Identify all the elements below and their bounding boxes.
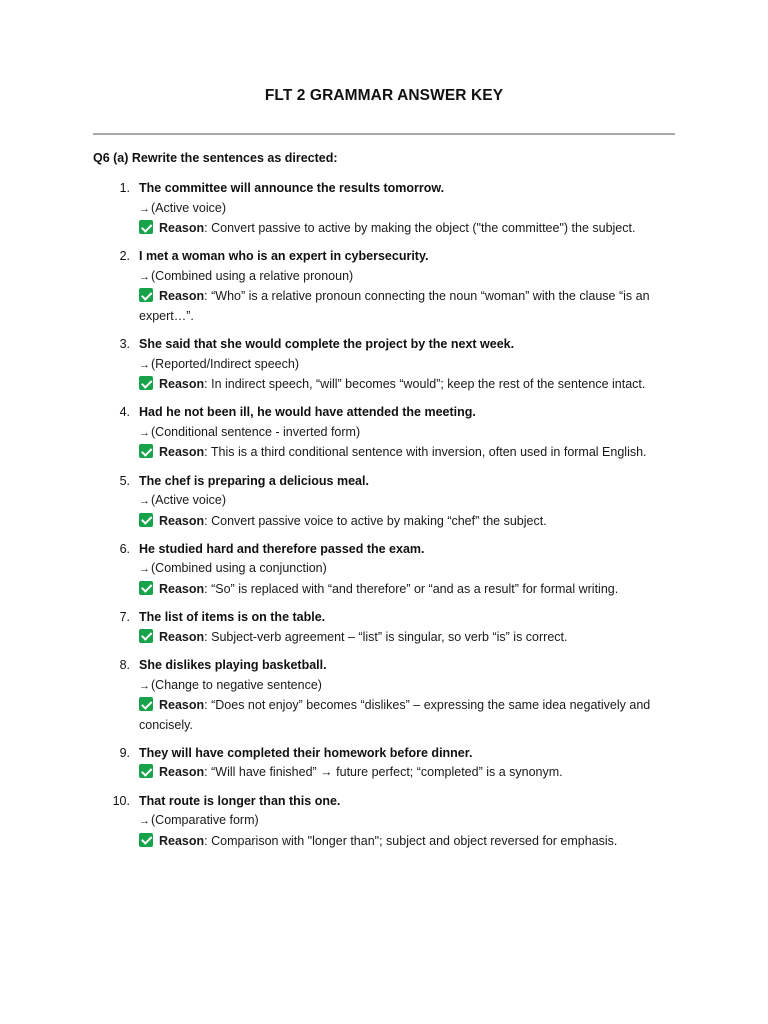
answer-sentence: Had he not been ill, he would have attended the meeting. (139, 405, 476, 420)
green-check-box-icon (139, 581, 153, 595)
answer-number: 6. (119, 541, 130, 556)
page-title: FLT 2 GRAMMAR ANSWER KEY (264, 87, 504, 104)
transformation-note-text: (Conditional sentence - inverted form) (151, 424, 361, 439)
reason-line (139, 512, 669, 532)
transformation-note (139, 199, 768, 220)
reason-line (139, 832, 669, 852)
transformation-note (139, 355, 768, 376)
arrow-right-icon: → (139, 202, 150, 215)
reason-line (139, 628, 669, 648)
reason-text: : This is a third conditional sentence with inversion, often used in formal English. (204, 445, 647, 460)
reason-text: : “Who” is a relative pronoun connecting the noun “woman” with the clause “is an expert…”. (139, 289, 650, 323)
green-check-box-icon (139, 629, 153, 643)
reason-label: Reason (159, 377, 205, 392)
answer-item (0, 247, 768, 326)
reason-label: Reason (159, 698, 205, 713)
answer-sentence: The list of items is on the table. (139, 610, 326, 625)
answer-sentence: That route is longer than this one. (139, 793, 341, 808)
question-heading: Q6 (a) Rewrite the sentences as directed: (93, 151, 338, 165)
green-check-box-icon (139, 444, 153, 458)
answer-number: 5. (119, 473, 130, 488)
reason-label: Reason (159, 833, 205, 848)
transformation-note (139, 491, 768, 512)
answer-sentence: They will have completed their homework before dinner. (139, 745, 473, 760)
answer-number: 4. (119, 405, 130, 420)
reason-text: : Convert passive voice to active by making “chef” the subject. (204, 513, 547, 528)
transformation-note-text: (Comparative form) (151, 813, 259, 828)
reason-text: : In indirect speech, “will” becomes “would”; keep the rest of the sentence intact. (204, 377, 646, 392)
transformation-note (139, 423, 768, 444)
title-divider (93, 133, 675, 135)
transformation-note-text: (Active voice) (151, 493, 227, 508)
reason-text: : “So” is replaced with “and therefore” or “and as a result” for formal writing. (204, 581, 619, 596)
answer-sentence: She said that she would complete the project by the next week. (139, 337, 515, 352)
arrow-right-icon: → (139, 270, 150, 283)
reason-label: Reason (159, 629, 205, 644)
answer-item (0, 179, 768, 239)
reason-label: Reason (159, 445, 205, 460)
reason-label: Reason (159, 221, 205, 235)
reason-line (139, 763, 669, 783)
answer-item (0, 540, 768, 600)
arrow-right-icon: → (139, 679, 150, 692)
answer-number: 1. (119, 181, 130, 195)
reason-line (139, 443, 669, 463)
answer-number: 2. (119, 249, 130, 264)
reason-line (139, 375, 669, 395)
answer-item (0, 744, 768, 783)
answer-number: 8. (119, 658, 130, 673)
green-check-box-icon (139, 376, 153, 390)
reason-text: : “Does not enjoy” becomes “dislikes” – expressing the same idea negatively and concisely. (139, 698, 651, 732)
transformation-note-text: (Combined using a conjunction) (151, 561, 327, 576)
reason-label: Reason (159, 289, 205, 304)
arrow-right-icon: → (139, 426, 150, 439)
transformation-note (139, 676, 768, 697)
green-check-box-icon (139, 288, 153, 302)
reason-line (139, 219, 669, 239)
reason-text: : Convert passive to active by making the object ("the committee") the subject. (204, 221, 636, 235)
transformation-note (139, 811, 768, 832)
answer-number: 9. (119, 745, 130, 760)
arrow-right-icon: → (139, 358, 150, 371)
arrow-right-icon: → (139, 815, 150, 828)
answer-item (0, 472, 768, 532)
answer-item (0, 608, 768, 647)
reason-label: Reason (159, 765, 205, 780)
transformation-note (139, 267, 768, 288)
green-check-box-icon (139, 513, 153, 527)
answer-list (0, 179, 768, 860)
answer-item (0, 656, 768, 735)
green-check-box-icon (139, 220, 153, 234)
answer-number: 3. (119, 337, 130, 352)
answer-sentence: The committee will announce the results tomorrow. (139, 181, 445, 195)
transformation-note (139, 559, 768, 580)
reason-text: : Subject-verb agreement – “list” is singular, so verb “is” is correct. (204, 629, 568, 644)
arrow-right-icon: → (139, 563, 150, 576)
green-check-box-icon (139, 833, 153, 847)
transformation-note-text: (Change to negative sentence) (151, 677, 322, 692)
answer-number: 10. (112, 793, 130, 808)
answer-sentence: I met a woman who is an expert in cybersecurity. (139, 249, 429, 264)
reason-label: Reason (159, 581, 205, 596)
answer-sentence: The chef is preparing a delicious meal. (139, 473, 369, 488)
reason-text: : Comparison with "longer than"; subject and object reversed for emphasis. (204, 833, 618, 848)
arrow-right-icon: → (139, 495, 150, 508)
answer-item (0, 792, 768, 852)
transformation-note-text: (Active voice) (151, 200, 227, 215)
reason-line (139, 696, 669, 735)
reason-label: Reason (159, 513, 205, 528)
answer-sentence: He studied hard and therefore passed the exam. (139, 541, 425, 556)
green-check-box-icon (139, 764, 153, 778)
reason-line (139, 580, 669, 600)
transformation-note-text: (Reported/Indirect speech) (151, 356, 299, 371)
reason-line (139, 287, 669, 326)
answer-number: 7. (119, 610, 130, 625)
answer-item (0, 403, 768, 463)
green-check-box-icon (139, 697, 153, 711)
answer-sentence: She dislikes playing basketball. (139, 658, 327, 673)
answer-item (0, 335, 768, 395)
transformation-note-text: (Combined using a relative pronoun) (151, 268, 354, 283)
reason-text: : “Will have finished” → future perfect; “completed” is a synonym. (204, 765, 563, 780)
